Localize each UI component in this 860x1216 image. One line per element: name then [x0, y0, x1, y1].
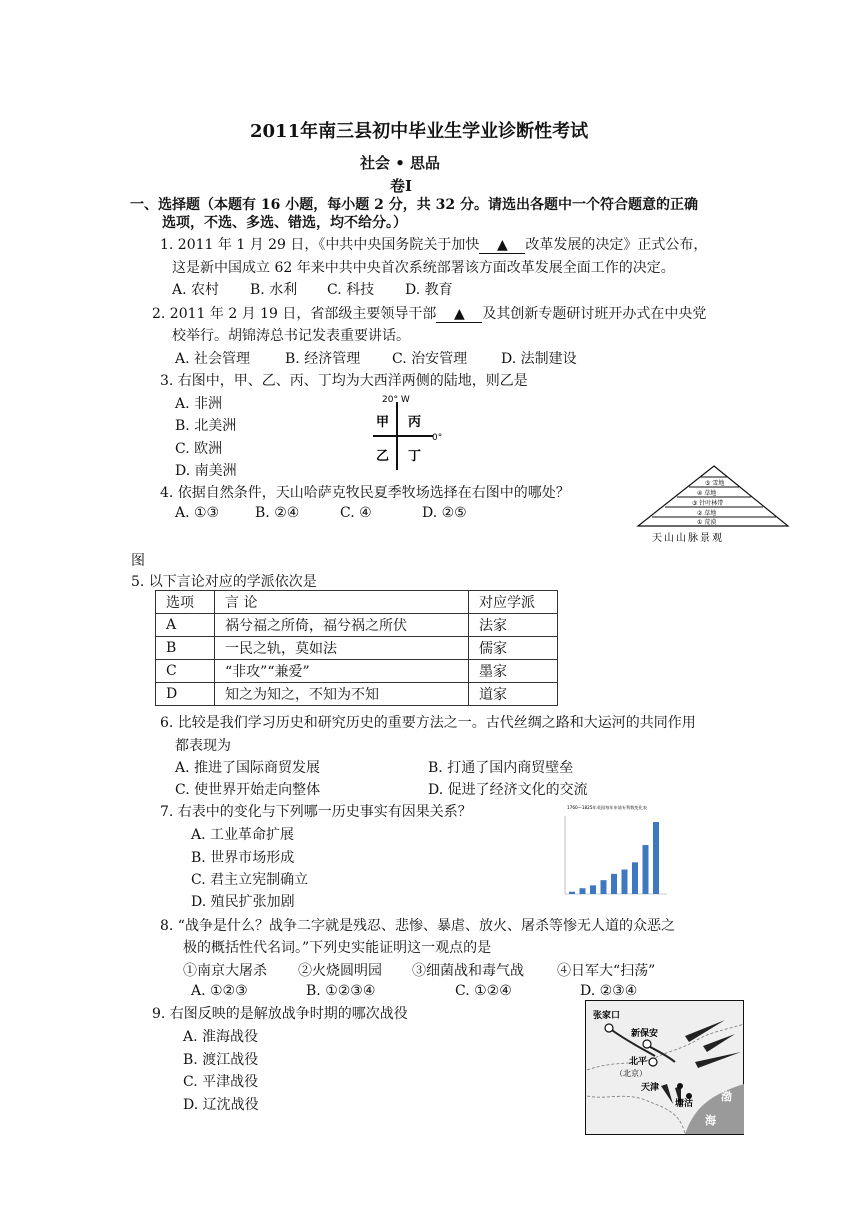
q6-option-a: A. 推进了国际商贸发展: [175, 760, 321, 776]
q7-option-c: C. 君主立宪制确立: [191, 872, 309, 888]
q4-option-c: C. ④: [340, 505, 372, 521]
q9-battle-map: [585, 1000, 745, 1136]
q5-row-a-option: A: [156, 614, 215, 637]
q7-bar-9: [653, 822, 659, 894]
q5-row-c-option: C: [156, 660, 215, 683]
q4-layer-5: ⑤ 雪地: [705, 480, 725, 487]
q4-option-b: B. ②④: [255, 505, 300, 521]
q8-option-c: C. ①②④: [455, 983, 512, 999]
q2-option-b: B. 经济管理: [285, 351, 361, 367]
q9-option-d: D. 辽沈战役: [183, 1097, 259, 1113]
q6-option-c: C. 使世界开始走向整体: [175, 782, 321, 798]
q4-mountain-figure: [634, 462, 794, 552]
q3-option-d: D. 南美洲: [175, 463, 237, 479]
q4-stem: 4. 依据自然条件，天山哈萨克牧民夏季牧场选择在右图中的哪处？: [160, 485, 570, 501]
q2-option-d: D. 法制建设: [501, 351, 577, 367]
map-label-tanggu: 塘沽: [675, 1099, 694, 1109]
volume-label: 卷Ⅰ: [390, 177, 413, 195]
q5-table: [155, 590, 558, 706]
q2-stem-line2: 校举行。胡锦涛总书记发表重要讲话。: [172, 328, 410, 344]
q1-stem-line1: [160, 234, 707, 254]
q8-item-3: ③细菌战和毒气战: [412, 963, 524, 979]
map-label-xinbaoan: 新保安: [631, 1029, 659, 1039]
q5-row-a-school: 法家: [469, 614, 558, 637]
map-label-beiping: 北平: [629, 1057, 648, 1067]
q9-stem: 9. 右图反映的是解放战争时期的哪次战役: [152, 1006, 408, 1022]
q8-item-4: ④日军大“扫荡”: [557, 963, 656, 979]
q3-quadrant-figure: [368, 392, 458, 472]
map-label-bo: 渤: [721, 1090, 732, 1103]
q4-layer-3: ③ 针叶林带: [692, 500, 724, 507]
q3-option-b: B. 北美洲: [175, 418, 237, 434]
q7-bar-8: [643, 845, 649, 894]
q3-label-ding: 丁: [408, 449, 422, 464]
q7-bar-7: [632, 862, 638, 894]
q5-row-c-quote: “非攻”“兼爱”: [215, 660, 469, 683]
q2-stem-part2: 及其创新专题研讨班开办式在中央党: [482, 306, 707, 322]
q9-option-a: A. 淮海战役: [183, 1029, 259, 1045]
q7-patent-chart: [555, 800, 685, 898]
q5-row-a-quote: 祸兮福之所倚，福兮祸之所伏: [215, 614, 469, 637]
q5-header-option: 选项: [156, 591, 215, 614]
q5-row-d-option: D: [156, 683, 215, 706]
q2-stem-part1: 2. 2011 年 2 月 19 日，省部级主要领导干部: [152, 306, 437, 322]
q8-item-1: ①南京大屠杀: [183, 963, 267, 979]
q7-bar-2: [580, 888, 586, 894]
table-row: [156, 660, 558, 683]
q1-option-a: A. 农村: [172, 282, 220, 298]
q8-stem-line2: 极的概括性代名词。”下列史实能证明这一观点的是: [183, 940, 492, 956]
q2-blank: ▲: [436, 306, 482, 323]
q5-row-b-option: B: [156, 637, 215, 660]
q7-option-b: B. 世界市场形成: [191, 850, 295, 866]
section-heading-line1: 一、选择题（本题有 16 小题，每小题 2 分，共 32 分。请选出各题中一个符合题意的正确: [130, 197, 698, 213]
q5-row-d-school: 道家: [469, 683, 558, 706]
q8-option-a: A. ①②③: [191, 983, 248, 999]
q3-label-bing: 丙: [408, 415, 422, 430]
q3-equator-label: 0°: [432, 433, 443, 443]
q7-option-a: A. 工业革命扩展: [191, 827, 295, 843]
q7-bar-4: [601, 880, 607, 894]
q8-option-b: B. ①②③④: [306, 983, 376, 999]
table-row: [156, 637, 558, 660]
q3-option-c: C. 欧洲: [175, 441, 223, 457]
q7-option-d: D. 殖民扩张加剧: [191, 894, 295, 910]
q1-option-b: B. 水利: [250, 282, 298, 298]
q1-stem-line2: 这是新中国成立 62 年来中共中央首次系统部署该方面改革发展全面工作的决定。: [172, 260, 675, 276]
q5-stem: 5. 以下言论对应的学派依次是: [131, 574, 317, 590]
table-row: [156, 614, 558, 637]
q5-row-b-school: 儒家: [469, 637, 558, 660]
q8-item-2: ②火烧圆明园: [298, 963, 382, 979]
q5-row-d-quote: 知之为知之，不知为不知: [215, 683, 469, 706]
q2-stem-line1: [152, 303, 706, 323]
q5-header-school: 对应学派: [469, 591, 558, 614]
q5-table-header: [156, 591, 558, 614]
q9-option-b: B. 渡江战役: [183, 1052, 259, 1068]
q8-option-d: D. ②③④: [580, 983, 638, 999]
q1-option-c: C. 科技: [327, 282, 375, 298]
q7-bar-3: [590, 885, 596, 894]
q4-layer-2: ② 草地: [697, 510, 717, 517]
q4-figure-caption: 天山山脉景观: [652, 533, 724, 544]
q9-option-c: C. 平津战役: [183, 1074, 259, 1090]
q7-stem: 7. 右表中的变化与下列哪一历史事实有因果关系？: [160, 804, 472, 820]
q6-stem-line2: 都表现为: [175, 738, 231, 754]
q4-layer-4: ④ 草地: [697, 490, 717, 497]
q2-option-a: A. 社会管理: [175, 351, 251, 367]
section-heading-line2: 选项，不选、多选、错选，均不给分。）: [162, 215, 407, 231]
q3-label-yi: 乙: [376, 449, 390, 464]
q3-stem: 3. 右图中，甲、乙、丙、丁均为大西洋两侧的陆地，则乙是: [160, 373, 528, 389]
q1-stem-part2: 改革发展的决定》正式公布，: [525, 237, 708, 253]
q4-layer-1: ① 荒漠: [697, 519, 717, 526]
q7-bar-6: [622, 870, 628, 894]
map-label-zhangjiakou: 张家口: [593, 1011, 621, 1021]
q1-stem-part1: 1. 2011 年 1 月 29 日，《中共中央国务院关于加快: [160, 237, 480, 253]
q7-bar-1: [569, 892, 575, 894]
map-label-beijing: （北京）: [615, 1069, 647, 1078]
q5-row-b-quote: 一民之轨，莫如法: [215, 637, 469, 660]
q4-stray-char: 图: [131, 553, 145, 569]
q3-meridian-label: 20° W: [382, 395, 410, 405]
q4-option-a: A. ①③: [175, 505, 220, 521]
q7-chart-title: 1760—1825年英国每年申请专利数变化表: [567, 805, 647, 810]
q4-option-d: D. ②⑤: [422, 505, 467, 521]
map-label-tianjin: 天津: [641, 1083, 660, 1093]
q7-bar-5: [611, 874, 617, 894]
q3-label-jia: 甲: [376, 415, 390, 430]
q2-option-c: C. 治安管理: [392, 351, 468, 367]
subject-label: 社会 • 思品: [360, 154, 441, 172]
exam-title: 2011年南三县初中毕业生学业诊断性考试: [250, 121, 589, 142]
q8-stem-line1: 8. “战争是什么？战争二字就是残忍、悲惨、暴虐、放火、屠杀等惨无人道的众恶之: [160, 918, 675, 934]
q6-option-b: B. 打通了国内商贸壁垒: [428, 760, 574, 776]
q1-option-d: D. 教育: [405, 282, 453, 298]
table-row: [156, 683, 558, 706]
q1-blank: ▲: [479, 237, 525, 254]
q5-row-c-school: 墨家: [469, 660, 558, 683]
q3-option-a: A. 非洲: [175, 396, 223, 412]
map-label-hai: 海: [705, 1114, 716, 1127]
q7-bars: [569, 822, 659, 894]
q5-header-quote: 言 论: [215, 591, 469, 614]
q6-stem-line1: 6. 比较是我们学习历史和研究历史的重要方法之一。古代丝绸之路和大运河的共同作用: [160, 715, 696, 731]
q6-option-d: D. 促进了经济文化的交流: [428, 782, 588, 798]
